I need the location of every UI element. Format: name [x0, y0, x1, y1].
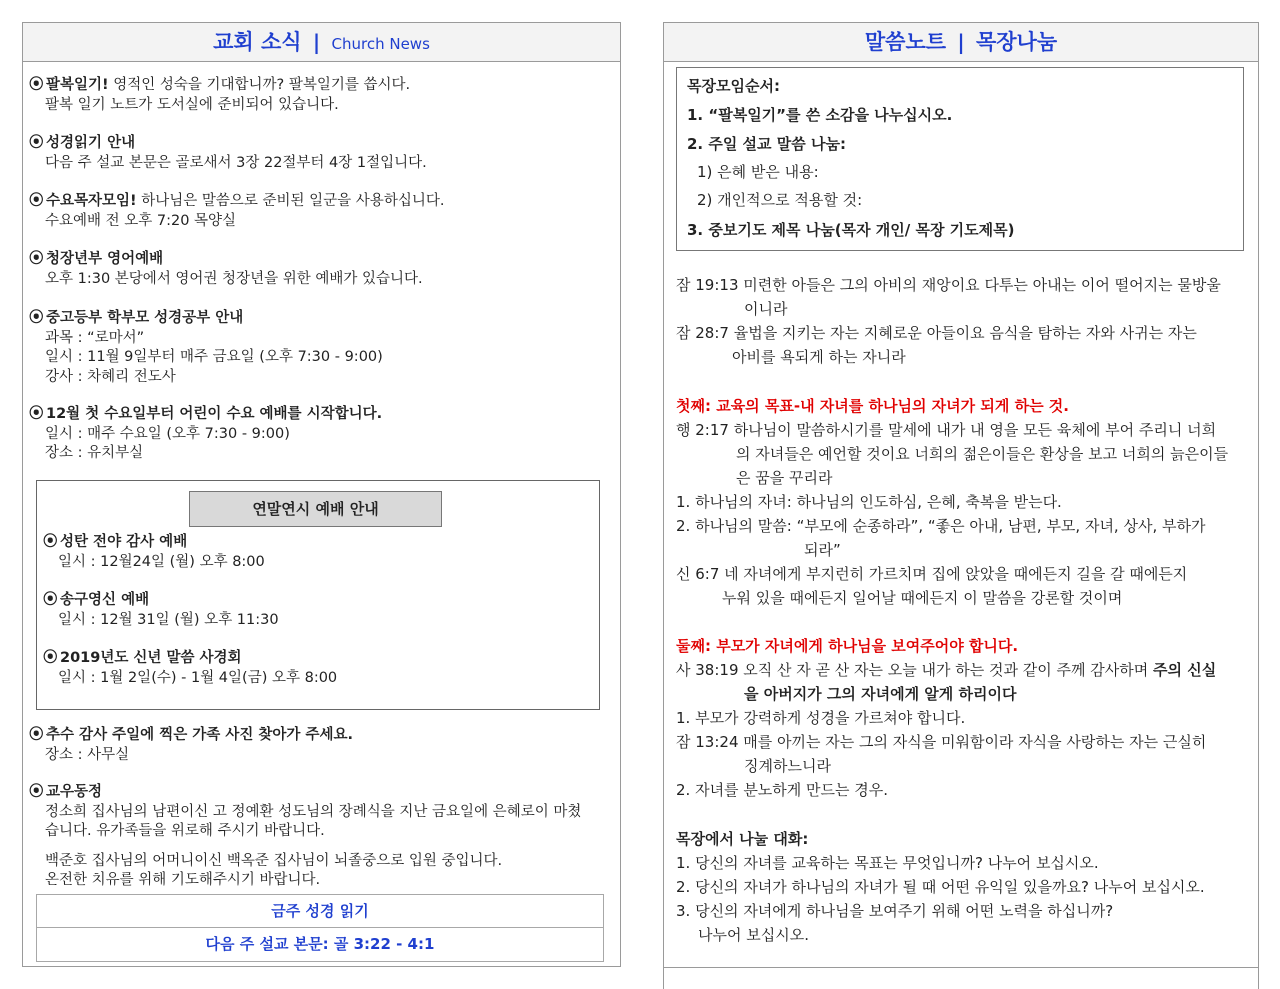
verse-line: 누워 있을 때에든지 일어날 때에든지 이 말씀을 강론할 것이며: [722, 589, 1123, 607]
verse-text: 사 38:19 오직 산 자 곧 산 자는 오늘 내가 하는 것과 같이 주께 감사하며: [676, 661, 1154, 679]
title-separator: |: [312, 30, 321, 54]
news-title: 교우동정: [46, 784, 103, 800]
first-point: [676, 394, 1252, 610]
question-line: 나누어 보십시오.: [698, 926, 809, 944]
news-item-wednesday-shepherds: [29, 192, 614, 231]
news-title: 추수 감사 주일에 찍은 가족 사진 찾아가 주세요.: [46, 727, 353, 743]
news-line: 팔복 일기 노트가 도서실에 준비되어 있습니다.: [45, 96, 339, 113]
order-line: 2) 개인적으로 적용할 것:: [697, 191, 863, 209]
news-item-parents-bible-study: [29, 309, 614, 387]
news-title: 팔복일기!: [46, 77, 109, 93]
question-line: 2. 당신의 자녀가 하나님의 자녀가 될 때 어떤 유익일 있을까요? 나누어 보십시오.: [676, 878, 1205, 896]
year-end-services-box: [36, 480, 600, 710]
news-item-children-service: [29, 405, 614, 464]
bullet-icon: ⦿: [29, 406, 44, 422]
news-item-fellowship: [29, 783, 614, 891]
point-line: 되라”: [804, 541, 841, 559]
bullet-icon: ⦿: [43, 534, 58, 550]
point-line: 1. 부모가 강력하게 성경을 가르쳐야 합니다.: [676, 709, 966, 727]
church-news-title-en: Church News: [331, 35, 430, 53]
event-time: 일시 : 12월 31일 (월) 오후 11:30: [58, 611, 279, 628]
news-text: 영적인 성숙을 기대합니까? 팔복일기를 씁시다.: [108, 77, 411, 93]
bible-reading-text: 다음 주 설교 본문: 골 3:22 - 4:1: [37, 927, 603, 960]
news-title: 청장년부 영어예배: [46, 251, 164, 267]
news-line: 온전한 치유를 위해 기도해주시기 바랍니다.: [45, 872, 321, 888]
cell-talk: [676, 827, 1252, 947]
bullet-icon: ⦿: [29, 251, 44, 267]
event-title: 성탄 전야 감사 예배: [60, 534, 188, 550]
event-new-year-eve: [43, 591, 279, 630]
bottom-divider: [664, 967, 1258, 968]
bullet-icon: ⦿: [29, 77, 44, 93]
verse-line: 징계하느니라: [744, 757, 831, 775]
order-line: 1. “팔복일기”를 쓴 소감을 나누십시오.: [687, 106, 953, 124]
event-title: 2019년도 신년 말씀 사경회: [60, 650, 242, 666]
sermon-notes-panel: [663, 22, 1259, 989]
second-point: [676, 634, 1252, 802]
news-title: 수요목자모임!: [46, 193, 137, 209]
order-title: 목장모임순서:: [687, 77, 780, 95]
question-line: 1. 당신의 자녀를 교육하는 목표는 무엇입니까? 나누어 보십시오.: [676, 854, 1099, 872]
news-line: 강사 : 차혜리 전도사: [45, 368, 176, 385]
news-line: 정소희 집사님의 남편이신 고 정예환 성도님의 장례식을 지난 금요일에 은혜로이 마쳤: [45, 803, 582, 820]
point-line: 1. 하나님의 자녀: 하나님의 인도하심, 은혜, 축복을 받는다.: [676, 493, 1062, 511]
bullet-icon: ⦿: [43, 650, 58, 666]
verse-line: 은 꿈을 꾸리라: [736, 469, 833, 487]
bullet-icon: ⦿: [29, 310, 44, 326]
question-line: 3. 당신의 자녀에게 하나님을 보여주기 위해 어떤 노력을 하십니까?: [676, 902, 1114, 920]
cell-talk-title: 목장에서 나눌 대화:: [676, 830, 809, 848]
news-line: 과목 : “로마서”: [45, 329, 145, 346]
news-item-diary: [29, 76, 614, 115]
news-title: 성경읽기 안내: [46, 135, 136, 151]
news-title: 중고등부 학부모 성경공부 안내: [46, 310, 244, 326]
news-title: 12월 첫 수요일부터 어린이 수요 예배를 시작합니다.: [46, 406, 383, 422]
verse-line: 이니라: [744, 300, 788, 318]
verse-text-bold: 주의 신실: [1153, 661, 1217, 679]
church-news-title: 교회 소식: [213, 30, 302, 54]
first-point-heading: 첫째: 교육의 목표-내 자녀를 하나님의 자녀가 되게 하는 것.: [676, 397, 1069, 415]
event-title: 송구영신 예배: [60, 592, 150, 608]
verse-line: 잠 28:7 율법을 지키는 자는 지혜로운 아들이요 음식을 탐하는 자와 사귀는 자는: [676, 324, 1197, 342]
church-news-header: [23, 22, 620, 62]
verses-intro: [676, 273, 1252, 369]
second-point-heading: 둘째: 부모가 자녀에게 하나님을 보여주어야 합니다.: [676, 637, 1019, 655]
verse-line: 신 6:7 네 자녀에게 부지런히 가르치며 집에 앉았을 때에든지 길을 갈 때에든지: [676, 565, 1188, 583]
news-line: 오후 1:30 본당에서 영어권 청장년을 위한 예배가 있습니다.: [45, 270, 423, 287]
bullet-icon: ⦿: [29, 784, 44, 800]
church-news-panel: [22, 22, 621, 967]
news-line: 장소 : 유치부실: [45, 445, 144, 461]
bible-reading-box: [36, 894, 604, 962]
sermon-notes-header: [664, 22, 1258, 62]
news-line: 습니다. 유가족들을 위로해 주시기 바랍니다.: [45, 823, 325, 839]
point-line: 2. 하나님의 말씀: “부모에 순종하라”, “좋은 아내, 남편, 부모, 자녀, 상사, 부하가: [676, 517, 1206, 535]
title-separator: |: [957, 30, 965, 54]
cell-sharing-title: 목장나눔: [975, 30, 1058, 54]
order-line: 1) 은혜 받은 내용:: [697, 163, 819, 181]
event-new-year-revival: [43, 649, 337, 688]
news-line: 일시 : 매주 수요일 (오후 7:30 - 9:00): [45, 425, 290, 442]
point-line: 2. 자녀를 분노하게 만드는 경우.: [676, 781, 889, 799]
bullet-icon: ⦿: [43, 592, 58, 608]
news-line: 수요예배 전 오후 7:20 목양실: [45, 212, 237, 229]
bullet-icon: ⦿: [29, 727, 44, 743]
year-end-services-title: 연말연시 예배 안내: [189, 491, 442, 527]
news-line: 백준호 집사님의 어머니이신 백옥준 집사님이 뇌졸중으로 입원 중입니다.: [45, 852, 503, 869]
news-item-english-service: [29, 250, 614, 289]
bullet-icon: ⦿: [29, 135, 44, 151]
news-line: 다음 주 설교 본문은 골로새서 3장 22절부터 4장 1절입니다.: [45, 154, 427, 171]
cell-meeting-order-box: [676, 67, 1244, 251]
news-text: 하나님은 말씀으로 준비된 일군을 사용하십니다.: [136, 193, 445, 209]
verse-line: 을 아버지가 그의 자녀에게 알게 하리이다: [744, 685, 1017, 703]
verse-line: 의 자녀들은 예언할 것이요 너희의 젊은이들은 환상을 보고 너희의 늙은이들: [736, 445, 1229, 463]
news-item-family-photos: [29, 726, 614, 765]
verse-line: 아비를 욕되게 하는 자니라: [732, 348, 906, 366]
news-item-bible-reading: [29, 134, 614, 173]
event-christmas-eve: [43, 533, 265, 572]
bible-reading-title: 금주 성경 읽기: [271, 902, 369, 920]
verse-line: 잠 19:13 미련한 아들은 그의 아비의 재앙이요 다투는 아내는 이어 떨어지는 물방울: [676, 276, 1221, 294]
news-line: 일시 : 11월 9일부터 매주 금요일 (오후 7:30 - 9:00): [45, 349, 383, 365]
verse-line: 잠 13:24 매를 아끼는 자는 그의 자식을 미워함이라 자식을 사랑하는 자는 근실히: [676, 733, 1207, 751]
event-time: 일시 : 1월 2일(수) - 1월 4일(금) 오후 8:00: [58, 669, 338, 686]
news-line: 장소 : 사무실: [45, 746, 130, 763]
order-line: 2. 주일 설교 말씀 나눔:: [687, 135, 846, 153]
sermon-notes-title: 말씀노트: [864, 30, 947, 54]
order-line: 3. 중보기도 제목 나눔(목자 개인/ 목장 기도제목): [687, 221, 1015, 239]
verse-line: 행 2:17 하나님이 말씀하시기를 말세에 내가 내 영을 모든 육체에 부어 주리니 너희: [676, 421, 1217, 439]
bullet-icon: ⦿: [29, 193, 44, 209]
event-time: 일시 : 12월24일 (월) 오후 8:00: [58, 553, 265, 570]
